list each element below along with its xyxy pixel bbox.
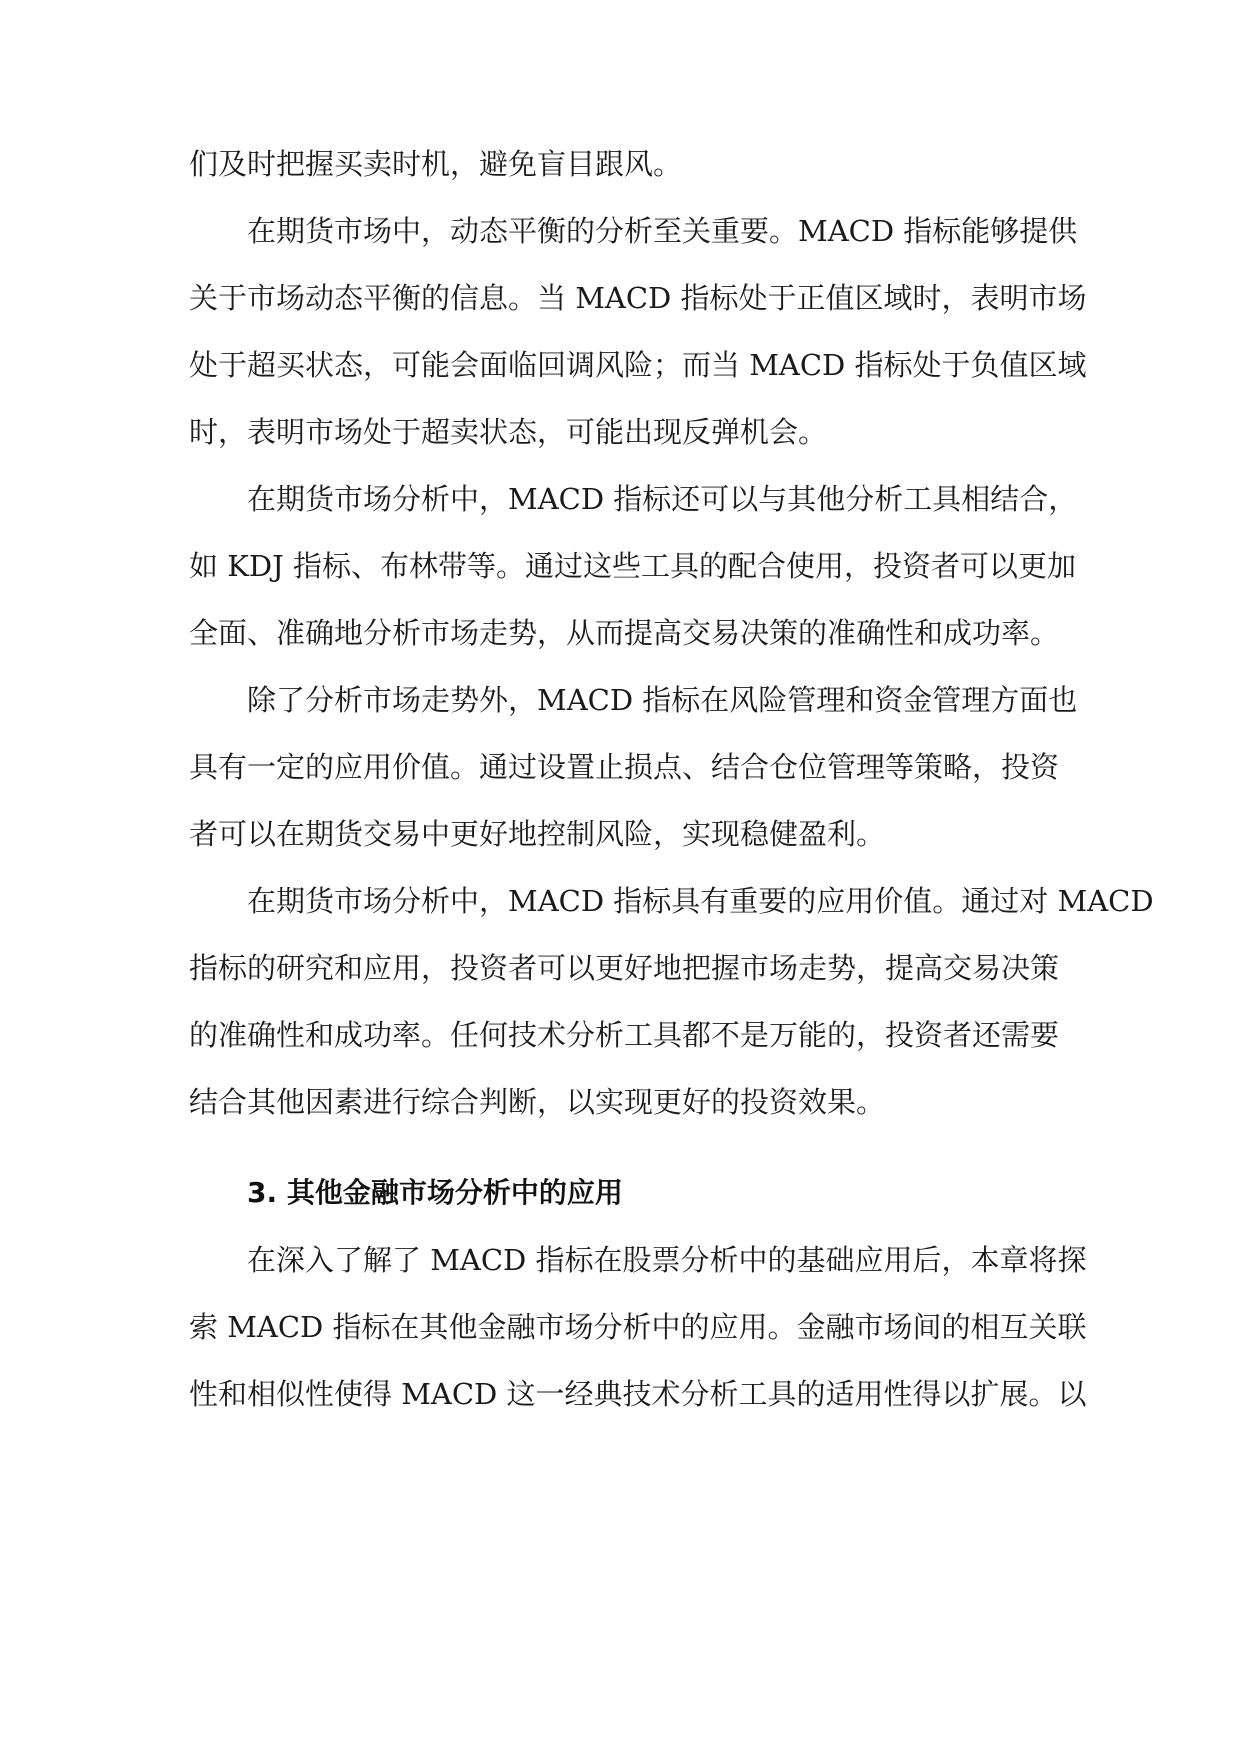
paragraph-other-markets [189,1240,1087,1441]
text-line: 在期货市场分析中，MACD 指标具有重要的应用价值。通过对 MACD [247,884,1154,918]
section-spacer [189,1149,1051,1173]
text-line: 们及时把握买卖时机，避免盲目跟风。 [189,147,683,181]
text-line: 处于超买状态，可能会面临回调风险；而当 MACD 指标处于负值区域 [189,348,1087,382]
section-heading: 3. 其他金融市场分析中的应用 [247,1176,623,1209]
body-text [189,144,1154,1441]
paragraph-risk-management [189,680,1078,881]
text-line: 关于市场动态平衡的信息。当 MACD 指标处于正值区域时，表明市场 [189,281,1087,315]
text-line: 全面、准确地分析市场走势，从而提高交易决策的准确性和成功率。 [189,616,1060,650]
text-line: 结合其他因素进行综合判断，以实现更好的投资效果。 [189,1085,886,1119]
text-line: 在深入了解了 MACD 指标在股票分析中的基础应用后，本章将探 [247,1243,1087,1277]
text-line: 时，表明市场处于超卖状态，可能出现反弹机会。 [189,415,828,449]
text-line: 具有一定的应用价值。通过设置止损点、结合仓位管理等策略，投资 [189,750,1060,784]
text-line: 者可以在期货交易中更好地控制风险，实现稳健盈利。 [189,817,886,851]
text-line: 索 MACD 指标在其他金融市场分析中的应用。金融市场间的相互关联 [189,1310,1087,1344]
text-line: 性和相似性使得 MACD 这一经典技术分析工具的适用性得以扩展。以 [189,1377,1087,1411]
text-line: 的准确性和成功率。任何技术分析工具都不是万能的，投资者还需要 [189,1018,1060,1052]
text-line: 如 KDJ 指标、布林带等。通过这些工具的配合使用，投资者可以更加 [189,549,1076,583]
text-line: 除了分析市场走势外，MACD 指标在风险管理和资金管理方面也 [247,683,1078,717]
paragraph-application-value [189,881,1154,1149]
text-line: 在期货市场中，动态平衡的分析至关重要。MACD 指标能够提供 [247,214,1078,248]
text-line: 指标的研究和应用，投资者可以更好地把握市场走势，提高交易决策 [189,951,1060,985]
text-line: 在期货市场分析中，MACD 指标还可以与其他分析工具相结合， [247,482,1078,516]
paragraph-dynamic-balance [189,211,1087,479]
paragraph-combined-tools [189,479,1078,680]
paragraph-intro-tail [189,144,1051,211]
